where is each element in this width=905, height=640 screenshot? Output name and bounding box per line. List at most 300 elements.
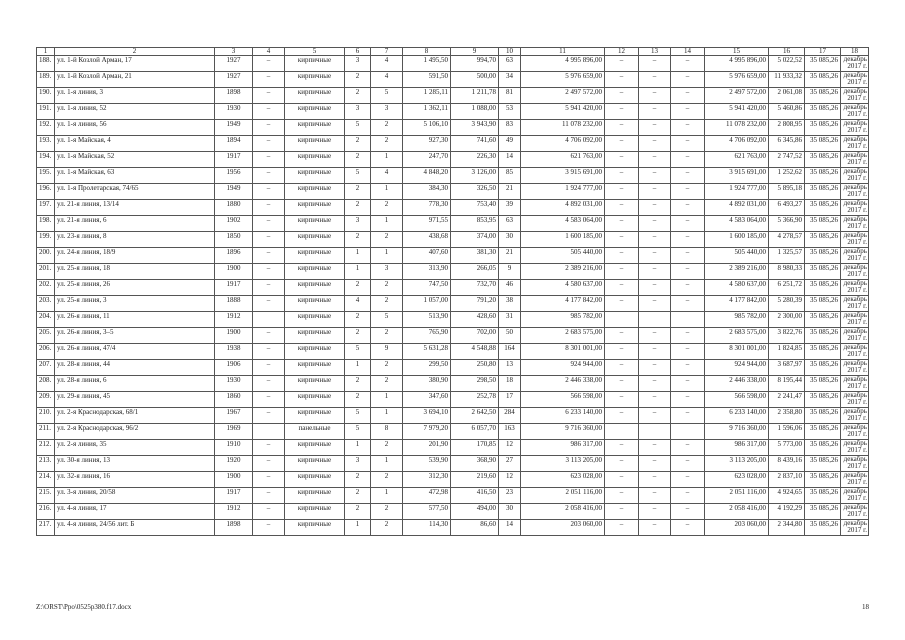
table-cell: – (253, 280, 285, 296)
table-cell: 207. (37, 360, 55, 376)
table-cell: 2 (371, 520, 403, 536)
table-cell: ул. 32-я линия, 16 (55, 472, 215, 488)
table-cell: – (253, 376, 285, 392)
table-cell: 11 933,32 (769, 72, 805, 88)
table-cell: 1930 (215, 104, 253, 120)
table-cell: 2 (345, 376, 371, 392)
table-cell: – (605, 216, 639, 232)
table-cell: 374,00 (451, 232, 499, 248)
table-cell: кирпичные (285, 56, 345, 72)
table-cell: 250,80 (451, 360, 499, 376)
table-cell: 5 941 420,00 (705, 104, 769, 120)
table-cell: декабрь 2017 г. (841, 440, 869, 456)
table-row (37, 72, 869, 88)
table-cell: 2 389 216,00 (705, 264, 769, 280)
table-cell: – (671, 360, 705, 376)
table-cell: – (639, 232, 671, 248)
table-cell: 203. (37, 296, 55, 312)
table-cell: 1949 (215, 120, 253, 136)
table-cell: – (671, 456, 705, 472)
header-cell: 18 (841, 48, 869, 56)
table-cell: 4 580 637,00 (521, 280, 605, 296)
table-cell: 2 300,00 (769, 312, 805, 328)
table-cell: 1 600 185,00 (521, 232, 605, 248)
table-cell: 2 (345, 472, 371, 488)
table-cell: 539,90 (403, 456, 451, 472)
table-row (37, 184, 869, 200)
table-cell: 5 460,86 (769, 104, 805, 120)
table-cell: ул. 28-я линия, 44 (55, 360, 215, 376)
table-cell: – (671, 88, 705, 104)
table-cell: 1 (345, 248, 371, 264)
table-cell: 3 915 691,00 (521, 168, 605, 184)
table-cell: 195. (37, 168, 55, 184)
table-row (37, 360, 869, 376)
table-cell: декабрь 2017 г. (841, 104, 869, 120)
table-cell: 203 060,00 (521, 520, 605, 536)
table-cell: – (639, 520, 671, 536)
table-header-row (37, 48, 869, 56)
table-cell: 30 (499, 232, 521, 248)
table-row (37, 216, 869, 232)
table-cell: – (253, 392, 285, 408)
table-cell: 2 446 338,00 (521, 376, 605, 392)
table-cell: 8 439,16 (769, 456, 805, 472)
table-cell: 428,60 (451, 312, 499, 328)
table-cell: – (253, 344, 285, 360)
table-cell: 3 (345, 456, 371, 472)
table-cell: 2 (345, 232, 371, 248)
table-cell: 170,85 (451, 440, 499, 456)
table-cell: 791,20 (451, 296, 499, 312)
table-row (37, 312, 869, 328)
table-cell: 494,00 (451, 504, 499, 520)
header-cell: 11 (521, 48, 605, 56)
table-cell: 2 (345, 136, 371, 152)
table-cell: – (639, 248, 671, 264)
table-cell: 196. (37, 184, 55, 200)
table-cell: кирпичные (285, 376, 345, 392)
table-cell: 208. (37, 376, 55, 392)
table-row (37, 248, 869, 264)
table-cell: ул. 29-я линия, 45 (55, 392, 215, 408)
table-cell: – (253, 328, 285, 344)
table-cell: декабрь 2017 г. (841, 232, 869, 248)
table-cell: ул. 25-я линия, 26 (55, 280, 215, 296)
table-cell: 4 706 092,00 (521, 136, 605, 152)
table-cell: 9 (371, 344, 403, 360)
table-cell: 194. (37, 152, 55, 168)
table-cell: 1917 (215, 488, 253, 504)
table-cell: – (605, 280, 639, 296)
table-cell: 35 085,26 (805, 88, 841, 104)
table-cell: 2 (345, 504, 371, 520)
table-cell: – (605, 200, 639, 216)
table-cell: 505 440,00 (705, 248, 769, 264)
table-cell: – (253, 184, 285, 200)
table-cell: 4 892 031,00 (521, 200, 605, 216)
table-cell: 6 057,70 (451, 424, 499, 440)
table-cell: – (671, 408, 705, 424)
table-cell: 203 060,00 (705, 520, 769, 536)
table-cell: 217. (37, 520, 55, 536)
table-cell: 4 548,88 (451, 344, 499, 360)
table-cell: 35 085,26 (805, 216, 841, 232)
table-cell: 513,90 (403, 312, 451, 328)
table-cell: – (639, 296, 671, 312)
table-cell: 35 085,26 (805, 72, 841, 88)
table-cell: 4 995 896,00 (521, 56, 605, 72)
table-cell: – (253, 56, 285, 72)
table-cell: – (605, 120, 639, 136)
table-cell: 5 941 420,00 (521, 104, 605, 120)
table-cell: 1 (345, 264, 371, 280)
table-cell: 1927 (215, 56, 253, 72)
table-cell: 3 687,97 (769, 360, 805, 376)
table-cell: кирпичные (285, 296, 345, 312)
table-cell: 17 (499, 392, 521, 408)
table-cell: декабрь 2017 г. (841, 152, 869, 168)
table-cell: 1927 (215, 72, 253, 88)
table-cell: 368,90 (451, 456, 499, 472)
table-cell: 3 126,00 (451, 168, 499, 184)
table-cell: 199. (37, 232, 55, 248)
table-cell: 621 763,00 (705, 152, 769, 168)
table-cell: – (605, 488, 639, 504)
table-cell: 4 848,20 (403, 168, 451, 184)
header-cell: 7 (371, 48, 403, 56)
table-cell: кирпичные (285, 472, 345, 488)
table-cell: ул. 2-я линия, 35 (55, 440, 215, 456)
table-cell: 3 (345, 104, 371, 120)
table-cell: 924 944,00 (521, 360, 605, 376)
table-cell: – (639, 72, 671, 88)
table-cell: – (639, 344, 671, 360)
table-cell: 747,50 (403, 280, 451, 296)
header-cell: 5 (285, 48, 345, 56)
table-cell: 1 824,85 (769, 344, 805, 360)
table-cell: 35 085,26 (805, 344, 841, 360)
table-cell: – (253, 136, 285, 152)
table-cell: 1880 (215, 200, 253, 216)
table-cell: – (253, 296, 285, 312)
table-cell: 1 (371, 392, 403, 408)
table-cell: ул. 21-я линия, 6 (55, 216, 215, 232)
table-cell: – (639, 376, 671, 392)
table-cell: 247,70 (403, 152, 451, 168)
table-cell: – (253, 360, 285, 376)
table-cell: 3 113 205,00 (705, 456, 769, 472)
table-cell: – (671, 504, 705, 520)
table-cell: 1 924 777,00 (705, 184, 769, 200)
table-cell: – (639, 200, 671, 216)
table-cell: кирпичные (285, 200, 345, 216)
table-cell: 2 (345, 152, 371, 168)
table-cell: – (253, 232, 285, 248)
table-cell: 2 (371, 120, 403, 136)
table-cell: 216. (37, 504, 55, 520)
table-cell: декабрь 2017 г. (841, 88, 869, 104)
table-cell: 994,70 (451, 56, 499, 72)
table-row (37, 456, 869, 472)
table-cell: 566 598,00 (705, 392, 769, 408)
table-cell: 1930 (215, 376, 253, 392)
table-cell: 985 782,00 (521, 312, 605, 328)
table-cell: ул. 25-я линия, 18 (55, 264, 215, 280)
table-cell: – (639, 392, 671, 408)
table-cell: 5 106,10 (403, 120, 451, 136)
table-cell: 35 085,26 (805, 264, 841, 280)
table-cell: 192. (37, 120, 55, 136)
table-cell (253, 312, 285, 328)
table-cell: 3 (371, 264, 403, 280)
table-cell: – (671, 200, 705, 216)
table-cell: 2 837,10 (769, 472, 805, 488)
table-cell: 35 085,26 (805, 424, 841, 440)
table-cell: – (639, 472, 671, 488)
table-cell: 12 (499, 440, 521, 456)
table-cell: 4 (371, 72, 403, 88)
table-row (37, 376, 869, 392)
table-cell: 1 (345, 440, 371, 456)
table-cell: 3 694,10 (403, 408, 451, 424)
table-cell: 2 (345, 488, 371, 504)
table-cell: 4 995 896,00 (705, 56, 769, 72)
table-cell: ул. 26-я линия, 3–5 (55, 328, 215, 344)
header-cell: 13 (639, 48, 671, 56)
table-cell: – (253, 168, 285, 184)
table-cell: 6 233 140,00 (705, 408, 769, 424)
table-cell: 27 (499, 456, 521, 472)
table-cell: 35 085,26 (805, 504, 841, 520)
table-body (37, 56, 869, 536)
table-cell: 3 (345, 216, 371, 232)
table-cell: 1912 (215, 504, 253, 520)
table-cell: 2 (371, 280, 403, 296)
table-cell: кирпичные (285, 152, 345, 168)
table-cell: декабрь 2017 г. (841, 472, 869, 488)
table-cell: – (639, 120, 671, 136)
table-cell: ул. 4-я линия, 24/56 лит. Б (55, 520, 215, 536)
table-cell: – (253, 520, 285, 536)
table-cell: – (671, 120, 705, 136)
table-cell: – (671, 136, 705, 152)
table-cell: 1 (345, 360, 371, 376)
table-row (37, 328, 869, 344)
table-cell: 2 683 575,00 (521, 328, 605, 344)
table-cell: 35 085,26 (805, 200, 841, 216)
table-cell: 205. (37, 328, 55, 344)
table-cell: 1900 (215, 328, 253, 344)
table-cell: 326,50 (451, 184, 499, 200)
table-cell: 3 113 205,00 (521, 456, 605, 472)
table-cell: 985 782,00 (705, 312, 769, 328)
table-row (37, 520, 869, 536)
table-cell: – (253, 104, 285, 120)
table-cell: 9 (499, 264, 521, 280)
table-cell: 1 (371, 184, 403, 200)
table-cell: 83 (499, 120, 521, 136)
table-cell: 200. (37, 248, 55, 264)
document-sheet (36, 47, 868, 536)
table-cell: 298,50 (451, 376, 499, 392)
table-cell: 35 085,26 (805, 136, 841, 152)
table-cell: 35 085,26 (805, 168, 841, 184)
table-cell: декабрь 2017 г. (841, 456, 869, 472)
table-cell: 21 (499, 248, 521, 264)
header-cell: 2 (55, 48, 215, 56)
table-cell: 1 924 777,00 (521, 184, 605, 200)
table-cell: 35 085,26 (805, 440, 841, 456)
table-cell: 577,50 (403, 504, 451, 520)
table-cell: 81 (499, 88, 521, 104)
table-cell: декабрь 2017 г. (841, 296, 869, 312)
table-cell: 3 822,76 (769, 328, 805, 344)
table-cell: 23 (499, 488, 521, 504)
table-cell: 2 (371, 328, 403, 344)
table-cell: 623 028,00 (705, 472, 769, 488)
table-cell: 1956 (215, 168, 253, 184)
table-cell: – (253, 88, 285, 104)
table-cell: – (605, 88, 639, 104)
table-cell: – (671, 296, 705, 312)
table-cell: – (671, 440, 705, 456)
table-cell: 347,60 (403, 392, 451, 408)
table-cell: – (671, 376, 705, 392)
table-row (37, 280, 869, 296)
table-cell: 14 (499, 152, 521, 168)
table-cell: 1 285,11 (403, 88, 451, 104)
table-cell: 2 (371, 232, 403, 248)
table-row (37, 56, 869, 72)
table-row (37, 152, 869, 168)
table-cell: – (639, 440, 671, 456)
table-cell: 35 085,26 (805, 328, 841, 344)
table-cell: 202. (37, 280, 55, 296)
table-cell: – (671, 488, 705, 504)
table-cell: – (253, 152, 285, 168)
table-cell: 778,30 (403, 200, 451, 216)
table-cell: кирпичные (285, 232, 345, 248)
table-cell: кирпичные (285, 344, 345, 360)
table-cell: 189. (37, 72, 55, 88)
table-cell: 2 344,80 (769, 520, 805, 536)
table-cell: 381,30 (451, 248, 499, 264)
table-cell: 971,55 (403, 216, 451, 232)
table-cell: 252,78 (451, 392, 499, 408)
table-cell: 2 (371, 360, 403, 376)
table-cell: 215. (37, 488, 55, 504)
table-cell: 1 057,00 (403, 296, 451, 312)
table-cell: – (605, 504, 639, 520)
table-cell: ул. 26-я линия, 11 (55, 312, 215, 328)
table-cell: – (671, 104, 705, 120)
table-cell: кирпичные (285, 408, 345, 424)
header-cell: 12 (605, 48, 639, 56)
table-cell: 8 301 001,00 (705, 344, 769, 360)
table-cell (639, 312, 671, 328)
table-cell: 5 976 659,00 (521, 72, 605, 88)
table-cell: 4 580 637,00 (705, 280, 769, 296)
table-cell: – (671, 216, 705, 232)
table-cell: 924 944,00 (705, 360, 769, 376)
table-cell: – (253, 248, 285, 264)
table-cell: 63 (499, 216, 521, 232)
table-cell: – (253, 200, 285, 216)
table-cell: 35 085,26 (805, 184, 841, 200)
table-cell: декабрь 2017 г. (841, 184, 869, 200)
table-cell: – (639, 408, 671, 424)
table-cell: 2 (345, 88, 371, 104)
table-cell: 1860 (215, 392, 253, 408)
table-cell: 38 (499, 296, 521, 312)
table-cell: – (605, 248, 639, 264)
table-row (37, 88, 869, 104)
table-row (37, 440, 869, 456)
table-cell: 2 (345, 200, 371, 216)
table-cell: – (605, 376, 639, 392)
table-cell: 1896 (215, 248, 253, 264)
table-cell: 500,00 (451, 72, 499, 88)
table-cell: 4 583 064,00 (705, 216, 769, 232)
table-cell: 191. (37, 104, 55, 120)
table-cell: 1 (345, 520, 371, 536)
table-row (37, 392, 869, 408)
table-cell: 1900 (215, 472, 253, 488)
table-cell (671, 424, 705, 440)
table-cell: декабрь 2017 г. (841, 392, 869, 408)
table-cell: 8 301 001,00 (521, 344, 605, 360)
table-cell: 4 924,65 (769, 488, 805, 504)
table-cell: 2 058 416,00 (705, 504, 769, 520)
table-cell: – (605, 184, 639, 200)
table-cell: ул. 21-я линия, 13/14 (55, 200, 215, 216)
table-cell: 1938 (215, 344, 253, 360)
table-cell: кирпичные (285, 360, 345, 376)
table-cell: декабрь 2017 г. (841, 216, 869, 232)
table-cell: 2 642,50 (451, 408, 499, 424)
table-cell: 63 (499, 56, 521, 72)
table-cell: – (605, 456, 639, 472)
table-cell: 50 (499, 328, 521, 344)
table-cell: 7 979,20 (403, 424, 451, 440)
table-cell: ул. 1-я Майская, 63 (55, 168, 215, 184)
table-cell: декабрь 2017 г. (841, 120, 869, 136)
table-cell: 5 022,52 (769, 56, 805, 72)
table-cell: 4 177 842,00 (705, 296, 769, 312)
table-cell: кирпичные (285, 328, 345, 344)
table-cell: 5 280,39 (769, 296, 805, 312)
table-cell: кирпичные (285, 456, 345, 472)
table-cell: 9 716 360,00 (521, 424, 605, 440)
table-cell: 1 252,62 (769, 168, 805, 184)
table-cell: – (639, 136, 671, 152)
table-cell: 5 (345, 424, 371, 440)
table-cell: ул. 3-я линия, 20/58 (55, 488, 215, 504)
table-cell: 4 278,57 (769, 232, 805, 248)
table-cell: 5 631,28 (403, 344, 451, 360)
table-cell (671, 312, 705, 328)
table-cell: декабрь 2017 г. (841, 408, 869, 424)
table-cell: 35 085,26 (805, 520, 841, 536)
table-cell: 211. (37, 424, 55, 440)
table-cell: ул. 4-я линия, 17 (55, 504, 215, 520)
table-cell: 1 (371, 456, 403, 472)
table-cell: 35 085,26 (805, 456, 841, 472)
table-cell: – (605, 520, 639, 536)
table-cell: 209. (37, 392, 55, 408)
table-cell: 2 (371, 472, 403, 488)
